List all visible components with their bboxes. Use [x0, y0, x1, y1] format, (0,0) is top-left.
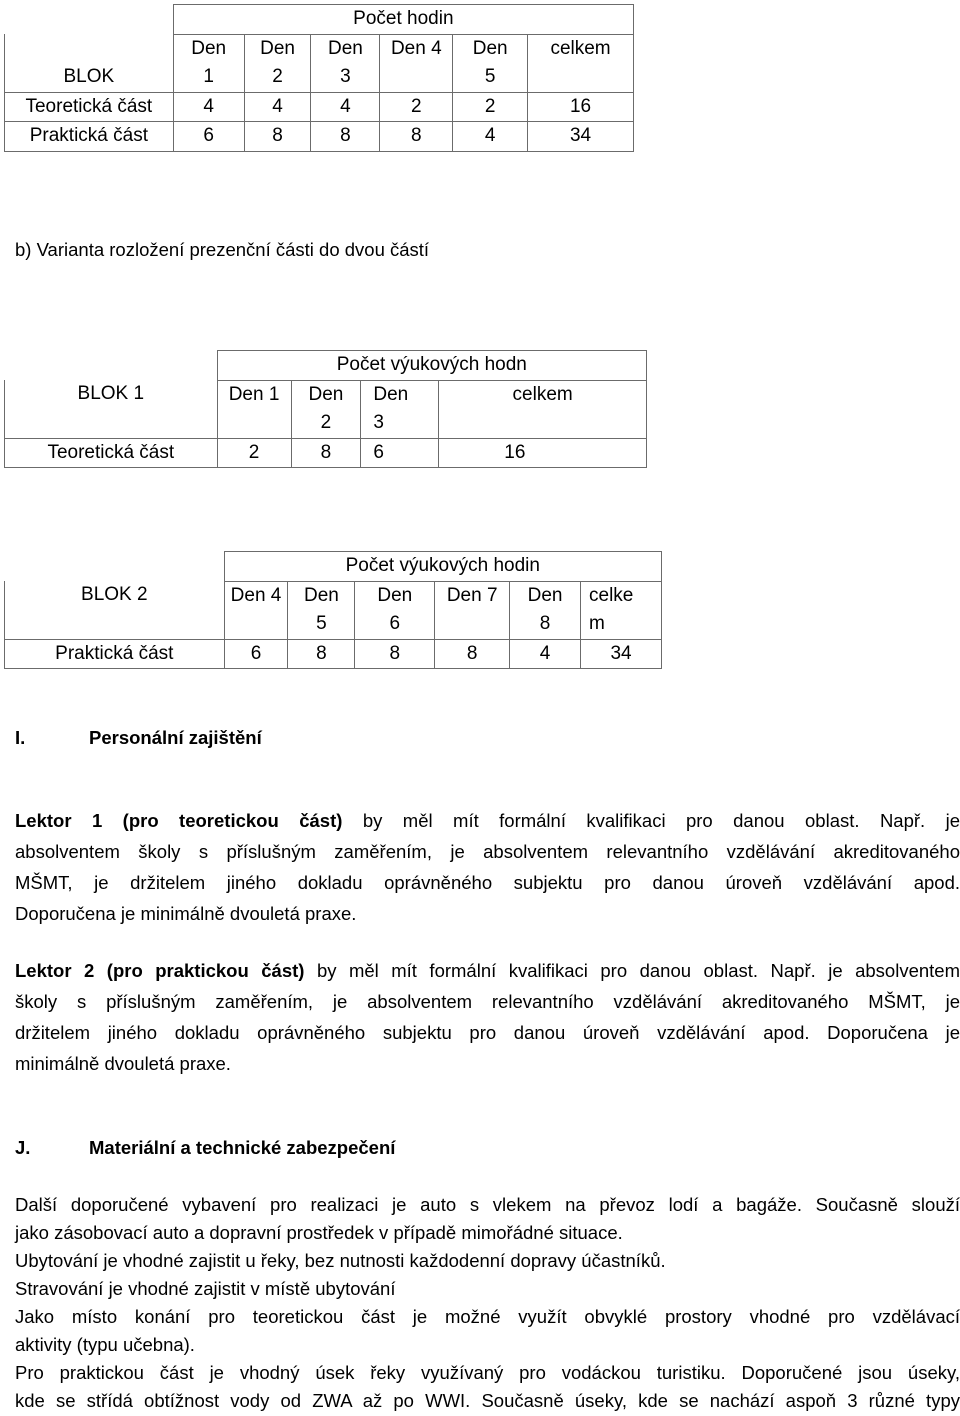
- cell: 8: [435, 639, 510, 669]
- hours-table-2: [4, 350, 647, 468]
- cell: 2: [453, 92, 528, 122]
- day-header: Den 4: [380, 34, 453, 92]
- cell: 6: [173, 122, 244, 152]
- lektor-2-paragraph: Lektor 2 (pro praktickou část) by měl mít formální kvalifikaci pro danou oblast. Např. je absolventem školy s příslušným zaměřením, je absolventem relevantního vzdělávání akreditovaného MŠMT, je držitelem jiného dokladu oprávněného subjektu pro danou úroveň vzdělávání apod. Doporučena je minimálně dvouletá praxe.: [15, 960, 960, 1074]
- cell: 8: [244, 122, 311, 152]
- day-header: Den 5: [453, 34, 528, 92]
- cell: 8: [288, 639, 355, 669]
- lektor-2-label: Lektor 2 (pro praktickou část): [15, 960, 305, 981]
- row-label: Praktická část: [5, 122, 174, 152]
- cell: 4: [244, 92, 311, 122]
- table-row: [5, 438, 647, 468]
- section-title: Materiální a technické zabezpečení: [89, 1137, 396, 1158]
- day-header: Den 2: [244, 34, 311, 92]
- lektor-1-paragraph: Lektor 1 (pro teoretickou část) by měl mít formální kvalifikaci pro danou oblast. Např. je absolventem školy s příslušným zaměřením, je absolventem relevantního vzdělávání akreditovaného MŠMT, je držitelem jiného dokladu oprávněného subjektu pro danou úroveň vzdělávání apod. Doporučena je minimálně dvouletá praxe.: [15, 810, 960, 924]
- day-header: Den 8: [510, 581, 581, 639]
- table-row-header: BLOK 1: [5, 380, 218, 438]
- row-label: Teoretická část: [5, 438, 218, 468]
- day-header: Den 4: [224, 581, 288, 639]
- table-corner: [5, 552, 225, 582]
- cell: 8: [355, 639, 435, 669]
- variant-heading: b) Varianta rozložení prezenční části do dvou částí: [15, 239, 430, 260]
- table-row: [5, 122, 634, 152]
- section-number: I.: [15, 727, 26, 748]
- cell: 4: [510, 639, 581, 669]
- table-row: [5, 639, 662, 669]
- cell: 4: [453, 122, 528, 152]
- day-header: Den 6: [355, 581, 435, 639]
- cell: 2: [380, 92, 453, 122]
- day-header: Den 7: [435, 581, 510, 639]
- cell: 2: [217, 438, 291, 468]
- hours-table-1: [4, 4, 634, 152]
- total-header: celke m: [581, 581, 662, 639]
- day-header: Den 3: [311, 34, 380, 92]
- cell: 4: [173, 92, 244, 122]
- table-row: [5, 92, 634, 122]
- day-header: Den 2: [291, 380, 361, 438]
- table-super-header: Počet výukových hodn: [217, 351, 646, 381]
- table-row-header: BLOK: [5, 34, 174, 92]
- row-label: Praktická část: [5, 639, 225, 669]
- cell: 8: [380, 122, 453, 152]
- cell-total: 16: [439, 438, 647, 468]
- section-number: J.: [15, 1137, 31, 1158]
- day-header: Den 5: [288, 581, 355, 639]
- table-corner: [5, 351, 218, 381]
- table-super-header: Počet výukových hodin: [224, 552, 661, 582]
- cell: 6: [361, 438, 439, 468]
- total-header: celkem: [528, 34, 634, 92]
- cell: 8: [291, 438, 361, 468]
- material-paragraph: Další doporučené vybavení pro realizaci je auto s vlekem na převoz lodí a bagáže. Současně slouží jako zásobovací auto a dopravní prostředek v případě mimořádné situace. Ubytování je vhodné zajistit u řeky, bez nutnosti každodenní dopravy účastníků. Stravování je vhodné zajistit v místě ubytování Jako místo konání pro teoretickou část je možné využít obvyklé prostory vhodné pro vzdělávací aktivity (typu učebna). Pro praktickou část je vhodný úsek řeky využívaný pro vodáckou turistiku. Doporučené jsou úseky, kde se střídá obtížnost vody od ZWA až po WWI. Současně úseky, kde se nachází aspoň 3 různé typy: [15, 1194, 960, 1411]
- table-row-header: BLOK 2: [5, 581, 225, 639]
- cell-total: 34: [581, 639, 662, 669]
- day-header: Den 1: [217, 380, 291, 438]
- lektor-1-label: Lektor 1 (pro teoretickou část): [15, 810, 343, 831]
- hours-table-3: [4, 551, 662, 669]
- cell: 8: [311, 122, 380, 152]
- table-super-header: Počet hodin: [173, 5, 633, 35]
- cell: 4: [311, 92, 380, 122]
- table-corner: [5, 5, 174, 35]
- cell: 6: [224, 639, 288, 669]
- total-header: celkem: [439, 380, 647, 438]
- day-header: Den 3: [361, 380, 439, 438]
- day-header: Den 1: [173, 34, 244, 92]
- section-title: Personální zajištění: [89, 727, 262, 748]
- cell-total: 16: [528, 92, 634, 122]
- cell-total: 34: [528, 122, 634, 152]
- row-label: Teoretická část: [5, 92, 174, 122]
